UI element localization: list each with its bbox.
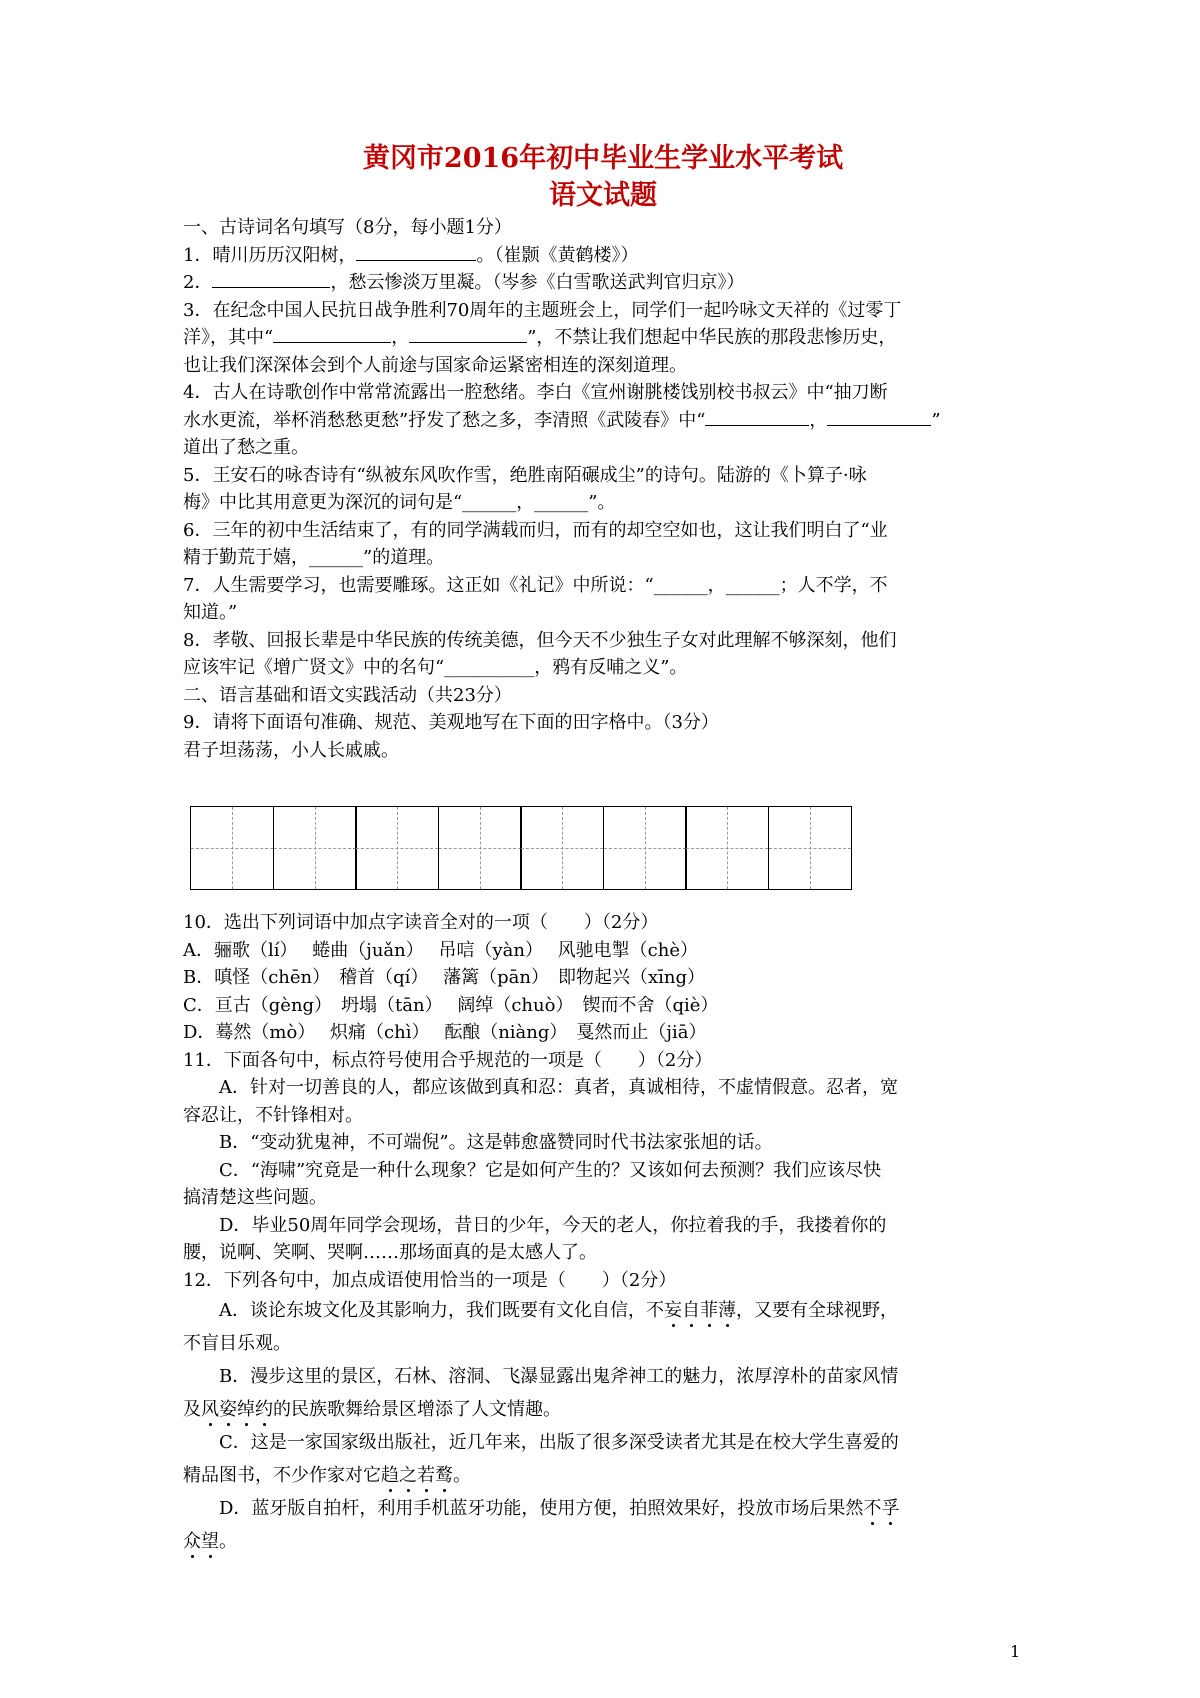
question-11-option-d: D．毕业50周年同学会现场，昔日的少年，今天的老人，你拉着我的手，我搂着你的 — [219, 1214, 887, 1236]
dotted-char: 风 — [201, 1399, 219, 1420]
answer-blank[interactable] — [409, 324, 527, 343]
question-12-option-d-line-2: 众望。 — [183, 1531, 237, 1552]
dotted-char: 望 — [201, 1531, 219, 1552]
exam-subtitle: 语文试题 — [549, 180, 657, 211]
question-8-line-2: 应该牢记《增广贤文》中的名句“__________，鸦有反哺之义”。 — [183, 657, 688, 678]
dotted-idiom — [664, 1300, 736, 1321]
question-9-sentence: 君子坦荡荡，小人长戚戚。 — [183, 739, 399, 761]
question-12-option-c: C．这是一家国家级出版社，近几年来，出版了很多深受读者尤其是在校大学生喜爱的 — [219, 1432, 899, 1453]
question-11-option-c: C．“海啸”究竟是一种什么现象？它是如何产生的？又该如何去预测？我们应该尽快 — [219, 1159, 882, 1181]
question-4-line-2: 水水更流，举杯消愁愁更愁”抒发了愁之多，李清照《武陵春》中“ ， ” — [183, 407, 1023, 435]
question-3-line-3: 也让我们深深体会到个人前途与国家命运紧密相连的深刻道理。 — [183, 354, 687, 376]
question-6: 6．三年的初中生活结束了，有的同学满载而归，而有的却空空如也，这让我们明白了“业 — [183, 519, 888, 541]
question-1: 1．晴川历历汉阳树， 。（崔颢《黄鹤楼》） — [183, 242, 1023, 270]
question-7: 7．人生需要学习，也需要雕琢。这正如《礼记》中所说：“______，______；人不学，不 — [183, 574, 888, 596]
dotted-char: 孚 — [881, 1498, 900, 1519]
question-5: 5．王安石的咏杏诗有“纵被东风吹作雪，绝胜南陌碾成尘”的诗句。陆游的《卜算子·咏 — [183, 464, 867, 486]
grid-cell[interactable] — [520, 806, 604, 890]
dotted-char: 鹜 — [435, 1465, 453, 1486]
question-10-option-a: A．骊歌（lí） 蜷曲（juǎn） 吊唁（yàn） 风驰电掣（chè） — [183, 939, 698, 961]
question-12-option-d: D．蓝牙版自拍杆，利用手机蓝牙功能，使用方便，拍照效果好，投放市场后果然不孚 — [219, 1498, 900, 1519]
question-9: 9．请将下面语句准确、规范、美观地写在下面的田字格中。（3分） — [183, 712, 719, 733]
grid-cell[interactable] — [603, 806, 687, 890]
dotted-idiom — [201, 1399, 273, 1420]
dotted-char: 众 — [183, 1531, 201, 1552]
question-4-line-3: 道出了愁之重。 — [183, 437, 309, 458]
dotted-char: 菲 — [700, 1300, 718, 1321]
answer-blank[interactable] — [273, 324, 391, 343]
grid-cell[interactable] — [355, 806, 439, 890]
question-10: 10．选出下列词语中加点字读音全对的一项（ ）（2分） — [183, 912, 659, 933]
dotted-char: 之 — [399, 1465, 417, 1486]
answer-blank[interactable] — [827, 407, 931, 426]
question-11-option-a-line-2: 容忍让，不针锋相对。 — [183, 1104, 363, 1126]
dotted-idiom — [381, 1465, 453, 1486]
grid-cell[interactable] — [438, 806, 522, 890]
dotted-char: 约 — [255, 1399, 273, 1420]
question-10-option-c: C．亘古（gèng） 坍塌（tān） 阔绰（chuò） 锲而不舍（qiè） — [183, 994, 719, 1016]
dotted-char: 不 — [863, 1498, 882, 1519]
dotted-idiom — [863, 1498, 899, 1519]
question-10-option-b: B．嗔怪（chēn） 稽首（qí） 藩篱（pān） 即物起兴（xīng） — [183, 967, 706, 988]
grid-cell[interactable] — [190, 806, 274, 890]
question-12-option-b: B．漫步这里的景区，石林、溶洞、飞瀑显露出鬼斧神工的魅力，浓厚淳朴的苗家风情 — [219, 1366, 899, 1387]
question-12-option-a: A．谈论东坡文化及其影响力，我们既要有文化自信，不妄自菲薄，又要有全球视野， — [219, 1300, 898, 1321]
question-8: 8．孝敬、回报长辈是中华民族的传统美德，但今天不少独生子女对此理解不够深刻，他们 — [183, 629, 897, 651]
question-4: 4．古人在诗歌创作中常常流露出一腔愁绪。李白《宣州谢朓楼饯别校书叔云》中“抽刀断 — [183, 382, 888, 403]
question-12-option-c-line-2: 精品图书，不少作家对它趋之若鹜。 — [183, 1465, 471, 1486]
question-11-option-d-line-2: 腰，说啊、笑啊、哭啊……那场面真的是太感人了。 — [183, 1242, 597, 1263]
question-11-option-c-line-2: 搞清楚这些问题。 — [183, 1187, 327, 1208]
section-2-heading: 二、语言基础和语文实践活动（共23分） — [183, 684, 512, 706]
question-3-line-2: 洋》，其中“ ， ”，不禁让我们想起中华民族的那段悲惨历史， — [183, 324, 1023, 352]
question-12: 12．下列各句中，加点成语使用恰当的一项是（ ）（2分） — [183, 1269, 677, 1291]
question-5-line-2: 梅》中比其用意更为深沉的词句是“______，______”。 — [183, 492, 616, 513]
dotted-char: 薄 — [718, 1300, 736, 1321]
question-11-option-a: A．针对一切善良的人，都应该做到真和忍：真者，真诚相待，不虚情假意。忍者，宽 — [219, 1077, 898, 1098]
answer-blank[interactable] — [212, 269, 330, 288]
grid-cell[interactable] — [768, 806, 852, 890]
dotted-char: 自 — [682, 1300, 700, 1321]
section-1-heading: 一、古诗词名句填写（8分，每小题1分） — [183, 217, 512, 238]
dotted-char: 姿 — [219, 1399, 237, 1420]
exam-title: 黄冈市2016年初中毕业生学业水平考试 — [362, 143, 844, 174]
question-7-line-2: 知道。” — [183, 602, 238, 623]
question-2: 2． ，愁云惨淡万里凝。（岑参《白雪歌送武判官归京》） — [183, 269, 1023, 297]
question-10-option-d: D．蓦然（mò） 炽痛（chì） 酝酿（niàng） 戛然而止（jiā） — [183, 1022, 707, 1043]
question-11: 11．下面各句中，标点符号使用合乎规范的一项是（ ）（2分） — [183, 1049, 713, 1071]
page-number: 1 — [1010, 1642, 1021, 1661]
dotted-char: 趋 — [381, 1465, 399, 1486]
dotted-char: 妄 — [664, 1300, 682, 1321]
question-6-line-2: 精于勤荒于嬉，______”的道理。 — [183, 547, 445, 568]
dotted-char: 绰 — [237, 1399, 255, 1420]
answer-blank[interactable] — [356, 242, 476, 261]
writing-grid[interactable] — [190, 806, 852, 890]
dotted-char: 若 — [417, 1465, 435, 1486]
question-3: 3．在纪念中国人民抗日战争胜利70周年的主题班会上，同学们一起吟咏文天祥的《过零丁 — [183, 299, 902, 321]
question-11-option-b: B．“变动犹鬼神，不可端倪”。这是韩愈盛赞同时代书法家张旭的话。 — [219, 1132, 773, 1153]
question-12-option-b-line-2: 及风姿绰约的民族歌舞给景区增添了人文情趣。 — [183, 1399, 561, 1420]
dotted-idiom — [183, 1531, 219, 1552]
answer-blank[interactable] — [705, 407, 809, 426]
question-12-option-a-line-2: 不盲目乐观。 — [183, 1333, 291, 1354]
grid-cell[interactable] — [273, 806, 357, 890]
grid-cell[interactable] — [685, 806, 769, 890]
